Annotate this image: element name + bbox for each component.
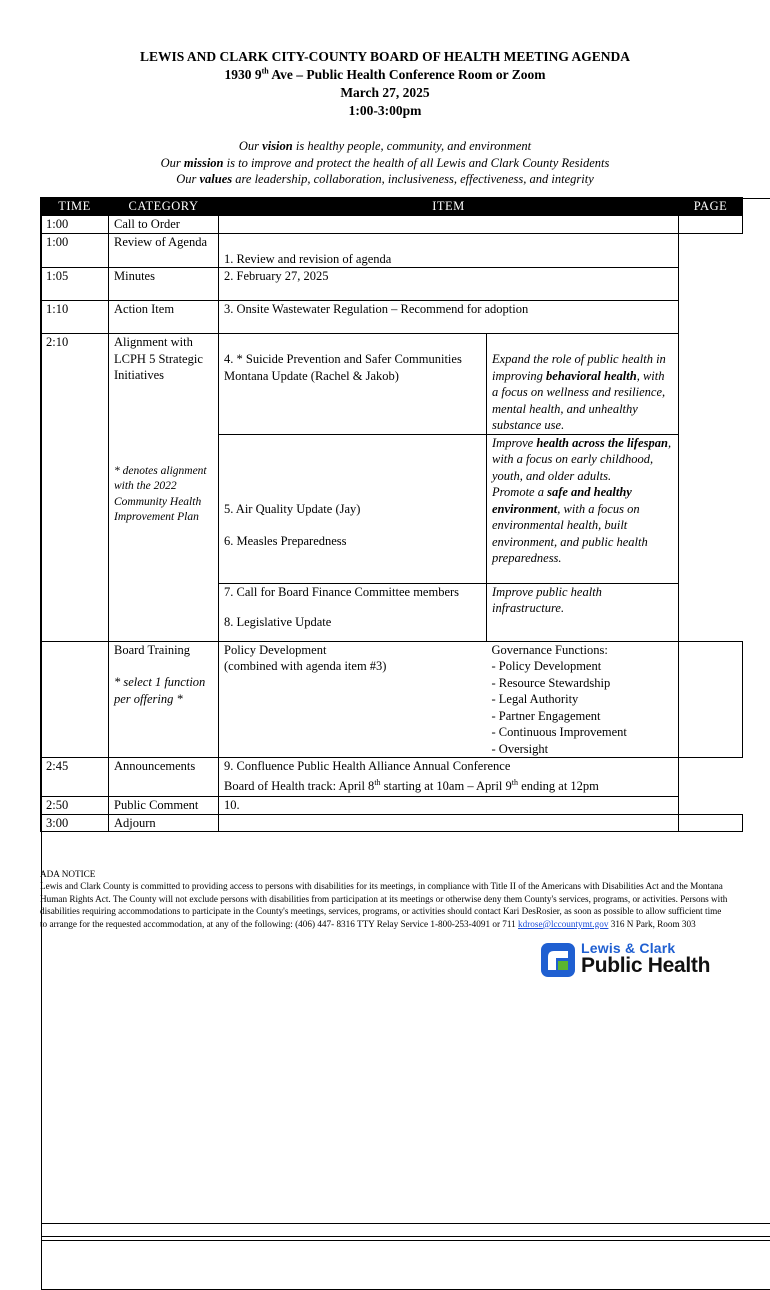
function-item: - Legal Authority (492, 691, 674, 708)
agenda-table (40, 197, 743, 832)
function-item: - Policy Development (492, 658, 674, 675)
meeting-location (0, 66, 770, 84)
item-5: 5. Air Quality Update (Jay) (224, 501, 481, 518)
time-cell: 1:05 (41, 268, 109, 301)
time-cell: 1:00 (41, 216, 109, 234)
function-item: - Resource Stewardship (492, 675, 674, 692)
vision-post: is healthy people, community, and environment (293, 139, 531, 153)
time-cell: 3:00 (41, 814, 109, 832)
category-cell: Adjourn (109, 814, 219, 832)
mission-post: is to improve and protect the health of all Lewis and Clark County Residents (224, 156, 610, 170)
mission-key: mission (184, 156, 224, 170)
function-item: - Partner Engagement (492, 708, 674, 725)
mission-statement (0, 155, 770, 172)
item-cell: 10. (219, 797, 679, 815)
item-cell: 7. Call for Board Finance Committee members (219, 583, 487, 600)
ada-address: 316 N Park, Room 303 (608, 919, 695, 929)
dates-text: ending at 12pm (518, 779, 599, 793)
goal-text: Improve (492, 436, 536, 450)
lcph-logo (541, 940, 726, 980)
policy-line2: (combined with agenda item #3) (224, 658, 482, 675)
values-key: values (200, 172, 233, 186)
goal-text: Promote a (492, 485, 547, 499)
time-cell: 1:00 (41, 233, 109, 268)
goal-text: Expand the role of public health in improving (492, 352, 666, 383)
goal-cell: Improve public health infrastructure. (487, 583, 679, 641)
location-text-end: Ave – Public Health Conference Room or Zoom (269, 67, 546, 82)
values-pre: Our (176, 172, 199, 186)
policy-line1: Policy Development (224, 642, 482, 659)
goal-key: behavioral health (546, 369, 637, 383)
function-item: - Oversight (492, 741, 674, 758)
location-sup: th (262, 67, 269, 76)
table-row (41, 797, 743, 815)
category-cell: Announcements (109, 758, 219, 797)
header-time: TIME (41, 198, 109, 216)
chip-note: * denotes alignment with the 2022 Community Health Improvement Plan (114, 464, 213, 526)
page-cell (41, 198, 770, 1224)
vision-statement (0, 138, 770, 155)
mission-pre: Our (161, 156, 184, 170)
ada-email-link[interactable]: kdrose@lccountymt.gov (518, 919, 608, 929)
goal-key: safe and healthy environment (492, 485, 632, 516)
item-cell: 3. Onsite Wastewater Regulation – Recommend for adoption (219, 301, 679, 334)
category-cell: Review of Agenda (109, 233, 219, 268)
location-text: 1930 9 (225, 67, 262, 82)
item-cell: 2. February 27, 2025 (219, 268, 679, 301)
ada-notice (40, 868, 730, 930)
meeting-date: March 27, 2025 (0, 84, 770, 102)
conference-line: 9. Confluence Public Health Alliance Annual Conference (224, 758, 673, 775)
dates-sup: th (374, 778, 380, 787)
dates-sup: th (512, 778, 518, 787)
category-cell: Call to Order (109, 216, 219, 234)
functions-title: Governance Functions: (492, 642, 674, 659)
logo-line1: Lewis & Clark (581, 941, 675, 956)
category-cell: Public Comment (109, 797, 219, 815)
time-cell: 2:50 (41, 797, 109, 815)
meeting-time: 1:00-3:00pm (0, 102, 770, 120)
values-post: are leadership, collaboration, inclusiveness, effectiveness, and integrity (232, 172, 594, 186)
item-cell: 4. * Suicide Prevention and Safer Communities Montana Update (Rachel & Jakob) (219, 334, 487, 435)
agenda-header (0, 48, 770, 120)
vision-key: vision (262, 139, 293, 153)
ada-body (40, 880, 730, 930)
header-page: PAGE (679, 198, 743, 216)
ada-text: Lewis and Clark County is committed to providing access to persons with disabilities for its meetings, in compliance with Title II of the Americans with Disabilities Act and the Montana Human Rights Act. The County will not exclude persons with disabilities from participation at its meetings or otherwise deny them County's services, programs, or activities. Persons with disabilities requiring accommodations to participate in the County's meetings, services, programs, or activities should contact Kari DesRosier, as soon as possible to allow sufficient time to arrange for the requested accommodation, at any of the following: (406) 447- 8316 TTY Relay Service 1-800-253-4091 or 711 (40, 881, 727, 928)
function-item: - Continuous Improvement (492, 724, 674, 741)
board-training: Board Training (114, 642, 213, 659)
time-cell: 2:45 (41, 758, 109, 797)
item-6: 6. Measles Preparedness (224, 533, 481, 550)
vision-pre: Our (239, 139, 262, 153)
item-cell: 1. Review and revision of agenda (219, 233, 679, 268)
time-cell: 1:10 (41, 301, 109, 334)
goal-text: , with a focus on early childhood, youth, and older adults. (492, 436, 671, 483)
goal-key: health across the lifespan (536, 436, 668, 450)
dates-text: Board of Health track: April 8 (224, 779, 374, 793)
goal-text: , with a focus on wellness and resilience, mental health, and unhealthy substance use. (492, 369, 665, 433)
logo-line2: Public Health (581, 955, 710, 977)
logo-mark-icon (541, 943, 575, 977)
header-category: CATEGORY (109, 198, 219, 216)
header-item: ITEM (219, 198, 679, 216)
agenda-title: LEWIS AND CLARK CITY-COUNTY BOARD OF HEALTH MEETING AGENDA (0, 48, 770, 66)
category-cell: Minutes (109, 268, 219, 301)
ada-title: ADA NOTICE (40, 868, 730, 880)
time-cell: 2:10 (41, 334, 109, 642)
item-cell: 8. Legislative Update (219, 600, 487, 641)
dates-text: starting at 10am – April 9 (381, 779, 512, 793)
vision-mission-values (0, 138, 770, 188)
values-statement (0, 171, 770, 188)
category-cell: Action Item (109, 301, 219, 334)
select-note: * select 1 function per offering * (114, 674, 213, 707)
alignment-category: Alignment with LCPH 5 Strategic Initiatives (114, 334, 213, 384)
goal-text: , with a focus on environmental health, built environment, and public health preparedness. (492, 502, 648, 566)
